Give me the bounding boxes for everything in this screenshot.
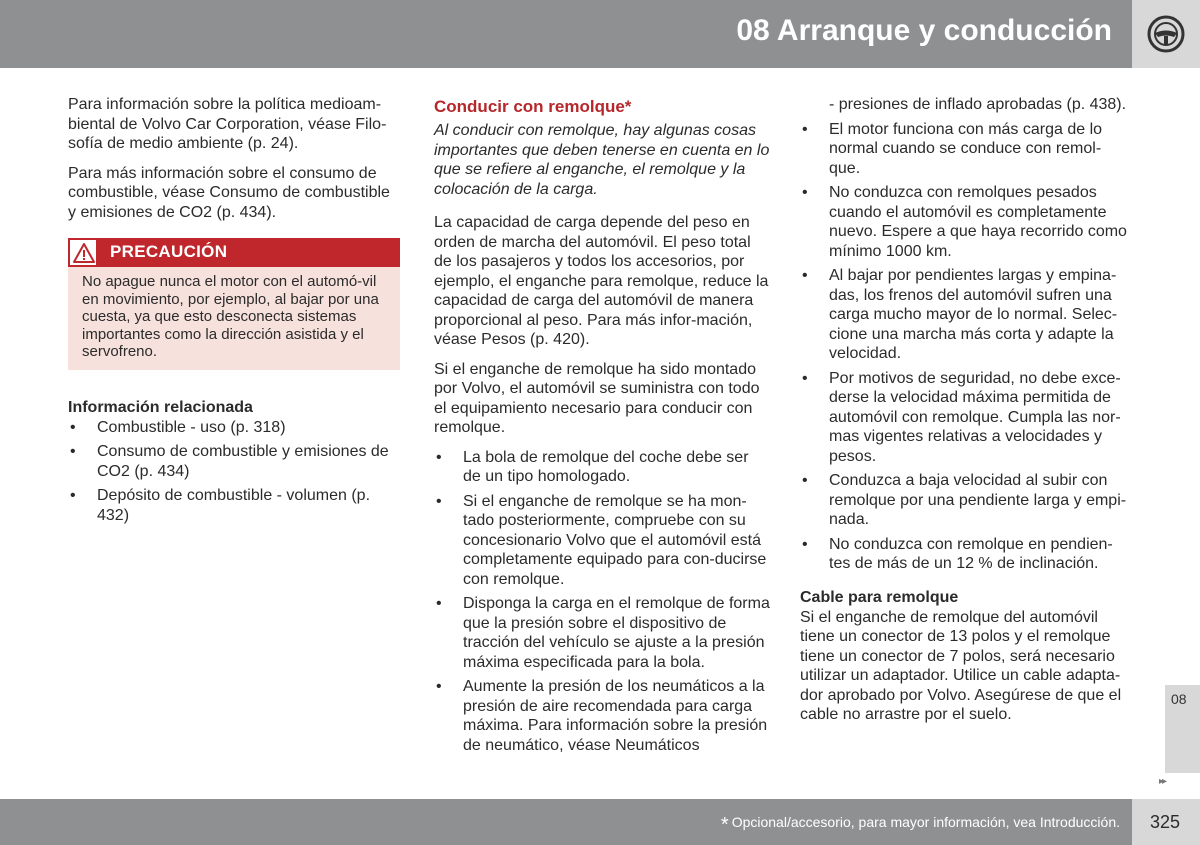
section-intro: Al conducir con remolque, hay algunas cosas importantes que deben tenerse en cuenta en lo que se refiere al enganche, el remolque y la colocación de la carga.: [434, 122, 770, 198]
column-middle: [434, 95, 770, 760]
section-heading-towing: Conducir con remolque*: [434, 97, 632, 116]
list-item: • No conduzca con remolque en pendien-tes de más de un 12 % de inclinación.: [800, 535, 1132, 574]
chapter-icon-box: [1132, 0, 1200, 68]
list-item: • Al bajar por pendientes largas y empina-das, los frenos del automóvil sufren una carga mucho mayor de lo normal. Selec-cione una marcha más corta y adapte la velocidad.: [800, 266, 1132, 364]
towing-bullet-list-continued: [800, 120, 1132, 574]
caution-box: [68, 238, 400, 370]
paragraph-volvo-towbar: Si el enganche de remolque ha sido montado por Volvo, el automóvil se suministra con todo el equipamiento necesario para conducir con remolque.: [434, 360, 760, 436]
list-item: • Conduzca a baja velocidad al subir con remolque por una pendiente larga y empi-nada.: [800, 471, 1132, 530]
paragraph-cable: Si el enganche de remolque del automóvil tiene un conector de 13 polos y el remolque tiene un conector de 7 polos, será necesario utilizar un adaptador. Utilice un cable adapta-dor aprobado por Volvo. Asegúrese de que el cable no arrastre por el suelo.: [800, 608, 1122, 723]
related-link[interactable]: • Depósito de combustible - volumen (p. 432): [68, 486, 400, 525]
page-number: 325: [1150, 812, 1181, 832]
footer-bar: [0, 799, 1132, 845]
warning-triangle-icon: [72, 242, 96, 264]
page-number-box: [1132, 799, 1200, 845]
list-item-continuation: - presiones de inflado aprobadas (p. 438).: [829, 96, 1127, 113]
towing-bullet-list: [434, 448, 770, 756]
caution-title: PRECAUCIÓN: [110, 242, 228, 261]
paragraph-environment: Para información sobre la política medioam-biental de Volvo Car Corporation, véase Filo-sofía de medio ambiente (p. 24).: [68, 96, 387, 152]
steering-wheel-icon: [1146, 14, 1186, 54]
caution-header: [68, 238, 400, 267]
related-info-list: [68, 418, 400, 526]
paragraph-load-capacity: La capacidad de carga depende del peso en orden de marcha del automóvil. El peso total de los pasajeros y todos los accesorios, por ejemplo, el enganche para remolque, reduce la capacidad de carga del automóvil de manera proporcional al peso. Para más infor-mación, véase Pesos (p. 420).: [434, 214, 769, 348]
caution-text: No apague nunca el motor con el automó-vil en movimiento, por ejemplo, al bajar por una cuesta, ya que esto desconecta sistemas importantes como la dirección asistida y el servofreno.: [68, 267, 400, 370]
list-item: • La bola de remolque del coche debe ser de un tipo homologado.: [434, 448, 770, 487]
column-right: [800, 95, 1132, 735]
related-link[interactable]: • Consumo de combustible y emisiones de CO2 (p. 434): [68, 442, 400, 481]
caution-icon-box: [68, 238, 98, 267]
list-item: • Aumente la presión de los neumáticos a la presión de aire recomendada para carga máxima. Para información sobre la presión de neumático, véase Neumáticos: [434, 677, 770, 755]
chapter-tab-label: 08: [1171, 691, 1187, 707]
header-bar: [0, 0, 1132, 68]
list-item: • No conduzca con remolques pesados cuando el automóvil es completamente nuevo. Espere a que haya recorrido como mínimo 1000 km.: [800, 183, 1132, 261]
related-link[interactable]: • Combustible - uso (p. 318): [68, 418, 400, 438]
footer-note: [721, 814, 1120, 837]
column-left: [68, 95, 400, 530]
related-info-heading: Información relacionada: [68, 398, 253, 416]
chapter-title: 08 Arranque y conducción: [736, 14, 1112, 47]
footer-note-text: Opcional/accesorio, para mayor información, vea Introducción.: [731, 814, 1120, 830]
list-item: • Por motivos de seguridad, no debe exce-derse la velocidad máxima permitida de automóvil con remolque. Cumpla las nor-mas vigentes relativas a velocidades y pesos.: [800, 369, 1132, 467]
footer-star: *: [720, 814, 729, 836]
continue-arrows-icon: ▸▸: [1159, 776, 1166, 787]
cable-heading: Cable para remolque: [800, 588, 959, 606]
chapter-side-tab: [1165, 685, 1200, 773]
list-item: • Disponga la carga en el remolque de forma que la presión sobre el dispositivo de tracción del vehículo se ajuste a la presión máxima especificada para la bola.: [434, 594, 770, 672]
list-item: • El motor funciona con más carga de lo normal cuando se conduce con remol-que.: [800, 120, 1132, 179]
list-item: • Si el enganche de remolque se ha mon-tado posteriormente, compruebe con su concesionario Volvo que el automóvil está completamente equipado para con-ducirse con remolque.: [434, 492, 770, 590]
paragraph-fuel-consumption: Para más información sobre el consumo de combustible, véase Consumo de combustible y emisiones de CO2 (p. 434).: [68, 164, 390, 221]
